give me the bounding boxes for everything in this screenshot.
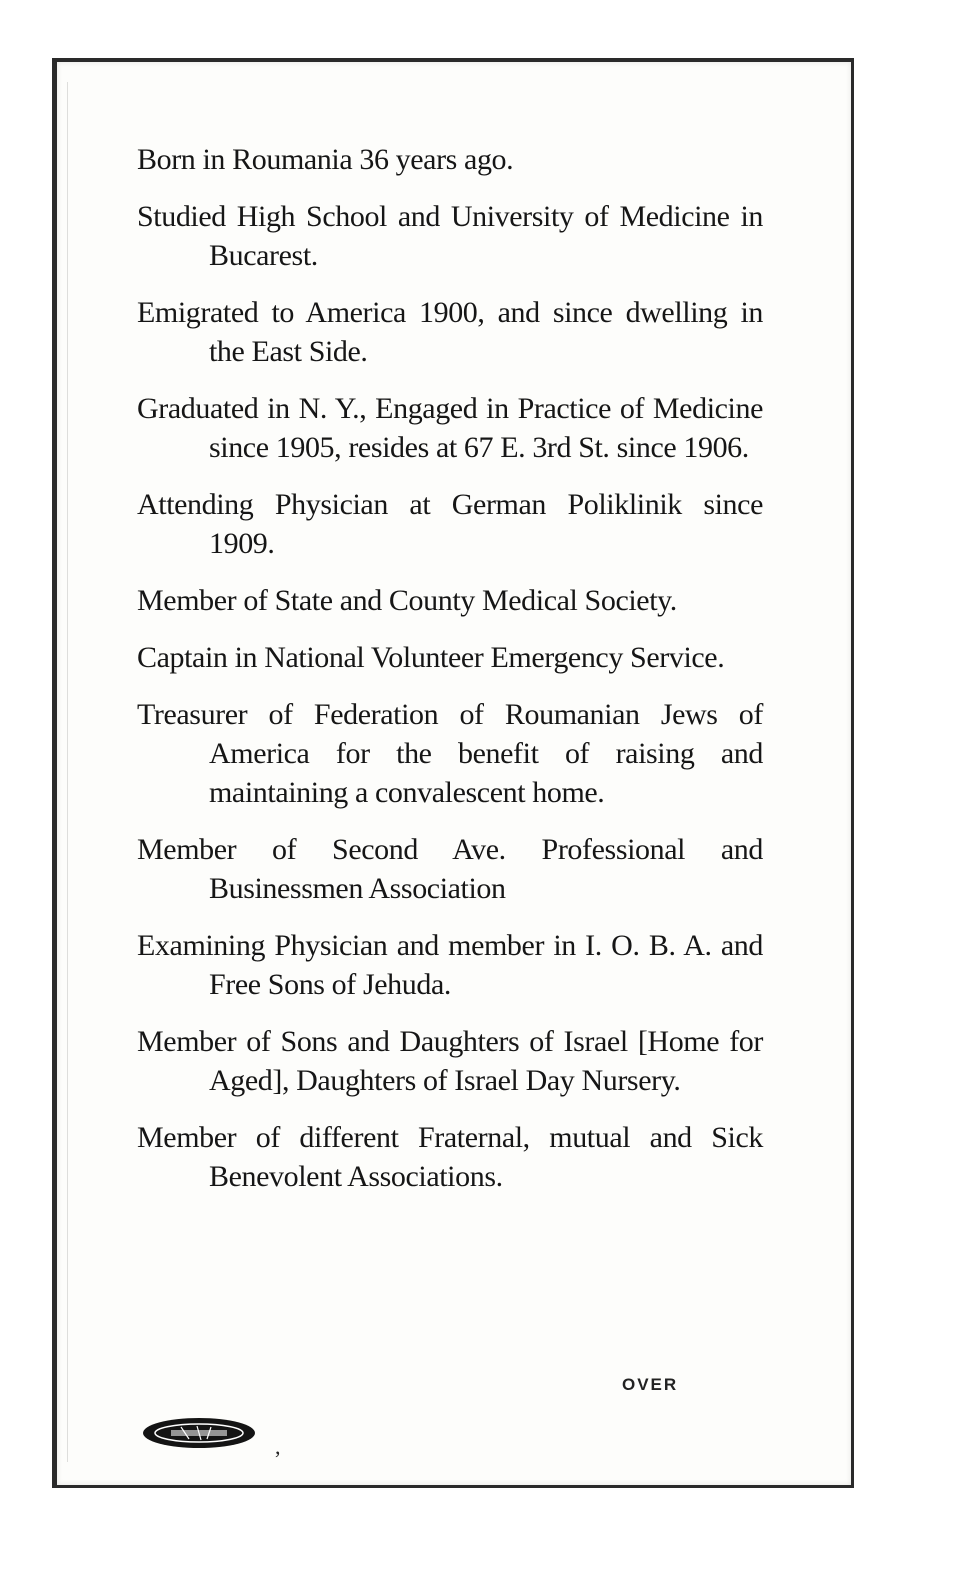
- list-item: Studied High School and University of Medicine in Bucarest.: [137, 200, 763, 272]
- list-item: Born in Roumania 36 years ago.: [137, 143, 514, 176]
- list-item: Captain in National Volunteer Emergency Service.: [137, 641, 725, 674]
- card: [52, 58, 854, 1488]
- list-item: Member of State and County Medical Society.: [137, 584, 677, 617]
- over-label: OVER: [622, 1375, 679, 1394]
- list-item: Treasurer of Federation of Roumanian Jews of America for the benefit of raising and maintaining a convalescent home.: [137, 698, 763, 809]
- list-item: Member of Sons and Daughters of Israel [Home for Aged], Daughters of Israel Day Nursery.: [137, 1025, 763, 1097]
- list-item: Attending Physician at German Poliklinik since 1909.: [137, 488, 763, 560]
- list-item: Member of Second Ave. Professional and Businessmen Association: [137, 833, 763, 905]
- list-item: Member of different Fraternal, mutual and Sick Benevolent Associations.: [137, 1121, 763, 1193]
- list-item: Examining Physician and member in I. O. B. A. and Free Sons of Jehuda.: [137, 929, 763, 1001]
- biography-list: [137, 140, 763, 1214]
- list-item: Graduated in N. Y., Engaged in Practice of Medicine since 1905, resides at 67 E. 3rd St. since 1906.: [137, 392, 763, 464]
- union-label-bug-icon: [141, 1414, 261, 1452]
- list-item: Emigrated to America 1900, and since dwelling in the East Side.: [137, 296, 763, 368]
- mark: ,: [275, 1434, 281, 1459]
